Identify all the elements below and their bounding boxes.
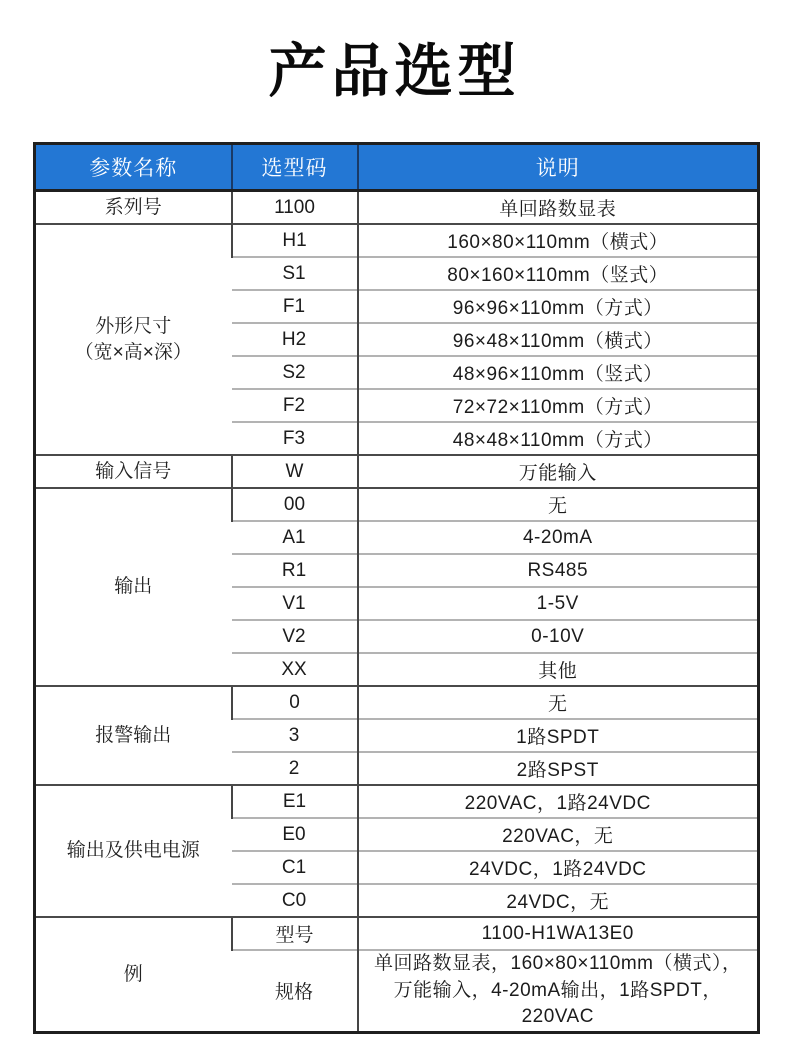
param-name-cell: 输出及供电电源	[35, 785, 232, 917]
param-name-cell: 例	[35, 917, 232, 1032]
desc-cell: 96×48×110mm（横式）	[358, 323, 759, 356]
code-cell: A1	[232, 521, 358, 554]
table-row	[35, 785, 759, 818]
code-cell: 2	[232, 752, 358, 785]
desc-cell: 96×96×110mm（方式）	[358, 290, 759, 323]
code-cell: H2	[232, 323, 358, 356]
param-name-cell: 系列号	[35, 191, 232, 225]
desc-cell: 1-5V	[358, 587, 759, 620]
product-selection-table-wrap	[33, 142, 757, 1034]
code-cell: C0	[232, 884, 358, 917]
desc-cell: 24VDC，1路24VDC	[358, 851, 759, 884]
desc-cell: 单回路数显表，160×80×110mm（横式），万能输入，4-20mA输出，1路SPDT，220VAC	[358, 950, 759, 1032]
desc-cell: 72×72×110mm（方式）	[358, 389, 759, 422]
desc-cell: 80×160×110mm（竖式）	[358, 257, 759, 290]
desc-cell: 220VAC，无	[358, 818, 759, 851]
code-cell: 00	[232, 488, 358, 521]
desc-cell: 160×80×110mm（横式）	[358, 224, 759, 257]
desc-cell: RS485	[358, 554, 759, 587]
code-cell: W	[232, 455, 358, 488]
param-name-cell: 报警输出	[35, 686, 232, 785]
desc-cell: 无	[358, 686, 759, 719]
table-row	[35, 224, 759, 257]
product-selection-table	[33, 142, 760, 1034]
param-name-cell: 输入信号	[35, 455, 232, 488]
code-cell: S1	[232, 257, 358, 290]
col-header-desc: 说明	[358, 144, 759, 191]
desc-cell: 220VAC，1路24VDC	[358, 785, 759, 818]
code-cell: F2	[232, 389, 358, 422]
code-cell: 规格	[232, 950, 358, 1032]
desc-cell: 1路SPDT	[358, 719, 759, 752]
code-cell: R1	[232, 554, 358, 587]
desc-cell: 单回路数显表	[358, 191, 759, 225]
table-row	[35, 917, 759, 950]
table-row	[35, 488, 759, 521]
desc-cell: 其他	[358, 653, 759, 686]
code-cell: 1100	[232, 191, 358, 225]
code-cell: F3	[232, 422, 358, 455]
desc-cell: 48×48×110mm（方式）	[358, 422, 759, 455]
code-cell: E1	[232, 785, 358, 818]
code-cell: E0	[232, 818, 358, 851]
table-row	[35, 455, 759, 488]
table-header-row	[35, 144, 759, 191]
param-name-cell: 外形尺寸 （宽×高×深）	[35, 224, 232, 455]
code-cell: 型号	[232, 917, 358, 950]
code-cell: V2	[232, 620, 358, 653]
code-cell: 3	[232, 719, 358, 752]
code-cell: V1	[232, 587, 358, 620]
code-cell: H1	[232, 224, 358, 257]
table-row	[35, 191, 759, 225]
desc-cell: 无	[358, 488, 759, 521]
page-title: 产品选型	[268, 39, 521, 104]
table-row	[35, 686, 759, 719]
desc-cell: 48×96×110mm（竖式）	[358, 356, 759, 389]
code-cell: F1	[232, 290, 358, 323]
desc-cell: 4-20mA	[358, 521, 759, 554]
code-cell: 0	[232, 686, 358, 719]
desc-cell: 2路SPST	[358, 752, 759, 785]
code-cell: S2	[232, 356, 358, 389]
desc-cell: 24VDC，无	[358, 884, 759, 917]
col-header-param: 参数名称	[35, 144, 232, 191]
col-header-code: 选型码	[232, 144, 358, 191]
desc-cell: 0-10V	[358, 620, 759, 653]
code-cell: XX	[232, 653, 358, 686]
desc-cell: 1100-H1WA13E0	[358, 917, 759, 950]
code-cell: C1	[232, 851, 358, 884]
desc-cell: 万能输入	[358, 455, 759, 488]
param-name-cell: 输出	[35, 488, 232, 686]
